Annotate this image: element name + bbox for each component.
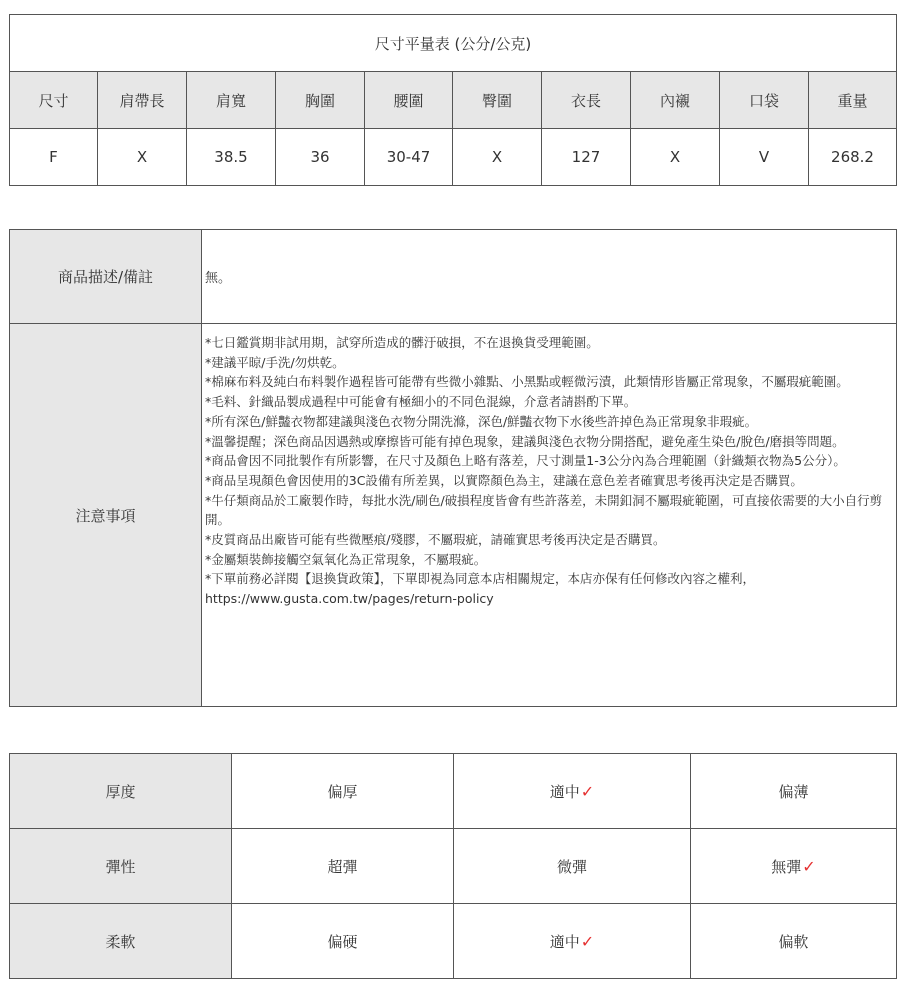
notice-line: *所有深色/鮮豔衣物都建議與淺色衣物分開洗滌，深色/鮮豔衣物下水後些許掉色為正常現象非瑕疵。 xyxy=(205,413,758,429)
notice-line: *棉麻布料及純白布料製作過程皆可能帶有些微小雜點、小黑點或輕微污漬，此類情形皆屬正常現象，不屬瑕疵範圍。 xyxy=(205,374,849,390)
size-value-cell: F xyxy=(10,129,98,186)
notice-label: 注意事項 xyxy=(10,324,202,707)
size-header-cell: 臀圍 xyxy=(453,72,542,129)
notice-line: *皮質商品出廠皆可能有些微壓痕/殘膠，不屬瑕疵，請確實思考後再決定是否購買。 xyxy=(205,532,666,548)
check-mark-icon: ✓ xyxy=(580,781,595,801)
attribute-row-elasticity xyxy=(10,829,897,904)
description-label: 商品描述/備註 xyxy=(10,230,202,324)
attribute-row-softness xyxy=(10,904,897,979)
attribute-option: 超彈 xyxy=(232,829,454,904)
notice-line: *金屬類裝飾接觸空氣氧化為正常現象，不屬瑕疵。 xyxy=(205,551,487,567)
check-mark-icon: ✓ xyxy=(802,856,816,876)
size-value-cell: 30-47 xyxy=(365,129,453,186)
check-mark-icon: ✓ xyxy=(580,931,595,951)
size-value-cell: V xyxy=(720,129,809,186)
size-header-cell: 內襯 xyxy=(631,72,720,129)
product-notes-table xyxy=(9,229,897,707)
size-value-cell: 36 xyxy=(276,129,365,186)
size-value-cell: 127 xyxy=(542,129,631,186)
size-value-cell: X xyxy=(631,129,720,186)
attribute-label: 彈性 xyxy=(10,829,232,904)
attribute-label: 柔軟 xyxy=(10,904,232,979)
attribute-option: 偏軟 xyxy=(691,904,897,979)
size-header-cell: 肩帶長 xyxy=(98,72,187,129)
attribute-option: 無彈✓ xyxy=(691,829,897,904)
attribute-option: 適中✓ xyxy=(454,754,691,829)
size-value-row xyxy=(10,129,897,186)
attribute-row-thickness xyxy=(10,754,897,829)
size-table xyxy=(9,14,897,186)
fabric-attribute-table xyxy=(9,753,897,979)
return-policy-link[interactable]: https://www.gusta.com.tw/pages/return-policy xyxy=(205,591,494,607)
attribute-option: 偏厚 xyxy=(232,754,454,829)
notice-line: *建議平晾/手洗/勿烘乾。 xyxy=(205,354,345,370)
notice-line: *溫馨提醒；深色商品因遇熱或摩擦皆可能有掉色現象，建議與淺色衣物分開搭配，避免產生染色/脫色/磨損等問題。 xyxy=(205,433,845,449)
size-table-title: 尺寸平量表 (公分/公克) xyxy=(10,15,897,72)
attribute-label: 厚度 xyxy=(10,754,232,829)
attribute-option: 適中✓ xyxy=(454,904,691,979)
size-value-cell: 38.5 xyxy=(187,129,276,186)
description-value: 無。 xyxy=(202,230,897,324)
attribute-option: 微彈 xyxy=(454,829,691,904)
notice-line: *商品會因不同批製作有所影響，在尺寸及顏色上略有落差，尺寸測量1-3公分內為合理範圍（針織類衣物為5公分）。 xyxy=(205,453,846,469)
notice-line: *七日鑑賞期非試用期，試穿所造成的髒汙破損，不在退換貨受理範圍。 xyxy=(205,335,599,350)
notice-line: *商品呈現顏色會因使用的3C設備有所差異，以實際顏色為主，建議在意色差者確實思考後再決定是否購買。 xyxy=(205,472,803,488)
size-header-cell: 腰圍 xyxy=(365,72,453,129)
size-header-cell: 肩寬 xyxy=(187,72,276,129)
size-value-cell: 268.2 xyxy=(809,129,897,186)
description-row xyxy=(10,230,897,324)
attribute-option: 偏薄 xyxy=(691,754,897,829)
size-value-cell: X xyxy=(98,129,187,186)
size-value-cell: X xyxy=(453,129,542,186)
size-header-cell: 衣長 xyxy=(542,72,631,129)
size-header-cell: 重量 xyxy=(809,72,897,129)
size-header-cell: 口袋 xyxy=(720,72,809,129)
notice-line: *牛仔類商品於工廠製作時，每批水洗/刷色/破損程度皆會有些許落差，未開釦洞不屬瑕疵範圍，可直接依需要的大小自行剪開。 xyxy=(205,492,883,528)
size-header-cell: 胸圍 xyxy=(276,72,365,129)
notice-row xyxy=(10,324,897,707)
notice-line: *下單前務必詳閱【退換貨政策】，下單即視為同意本店相關規定，本店亦保有任何修改內容之權利， xyxy=(205,571,756,587)
notice-line: *毛料、針織品製成過程中可能會有極細小的不同色混線，介意者請斟酌下單。 xyxy=(205,394,637,410)
size-header-cell: 尺寸 xyxy=(10,72,98,129)
attribute-option: 偏硬 xyxy=(232,904,454,979)
size-header-row xyxy=(10,72,897,129)
notice-content xyxy=(202,324,897,707)
